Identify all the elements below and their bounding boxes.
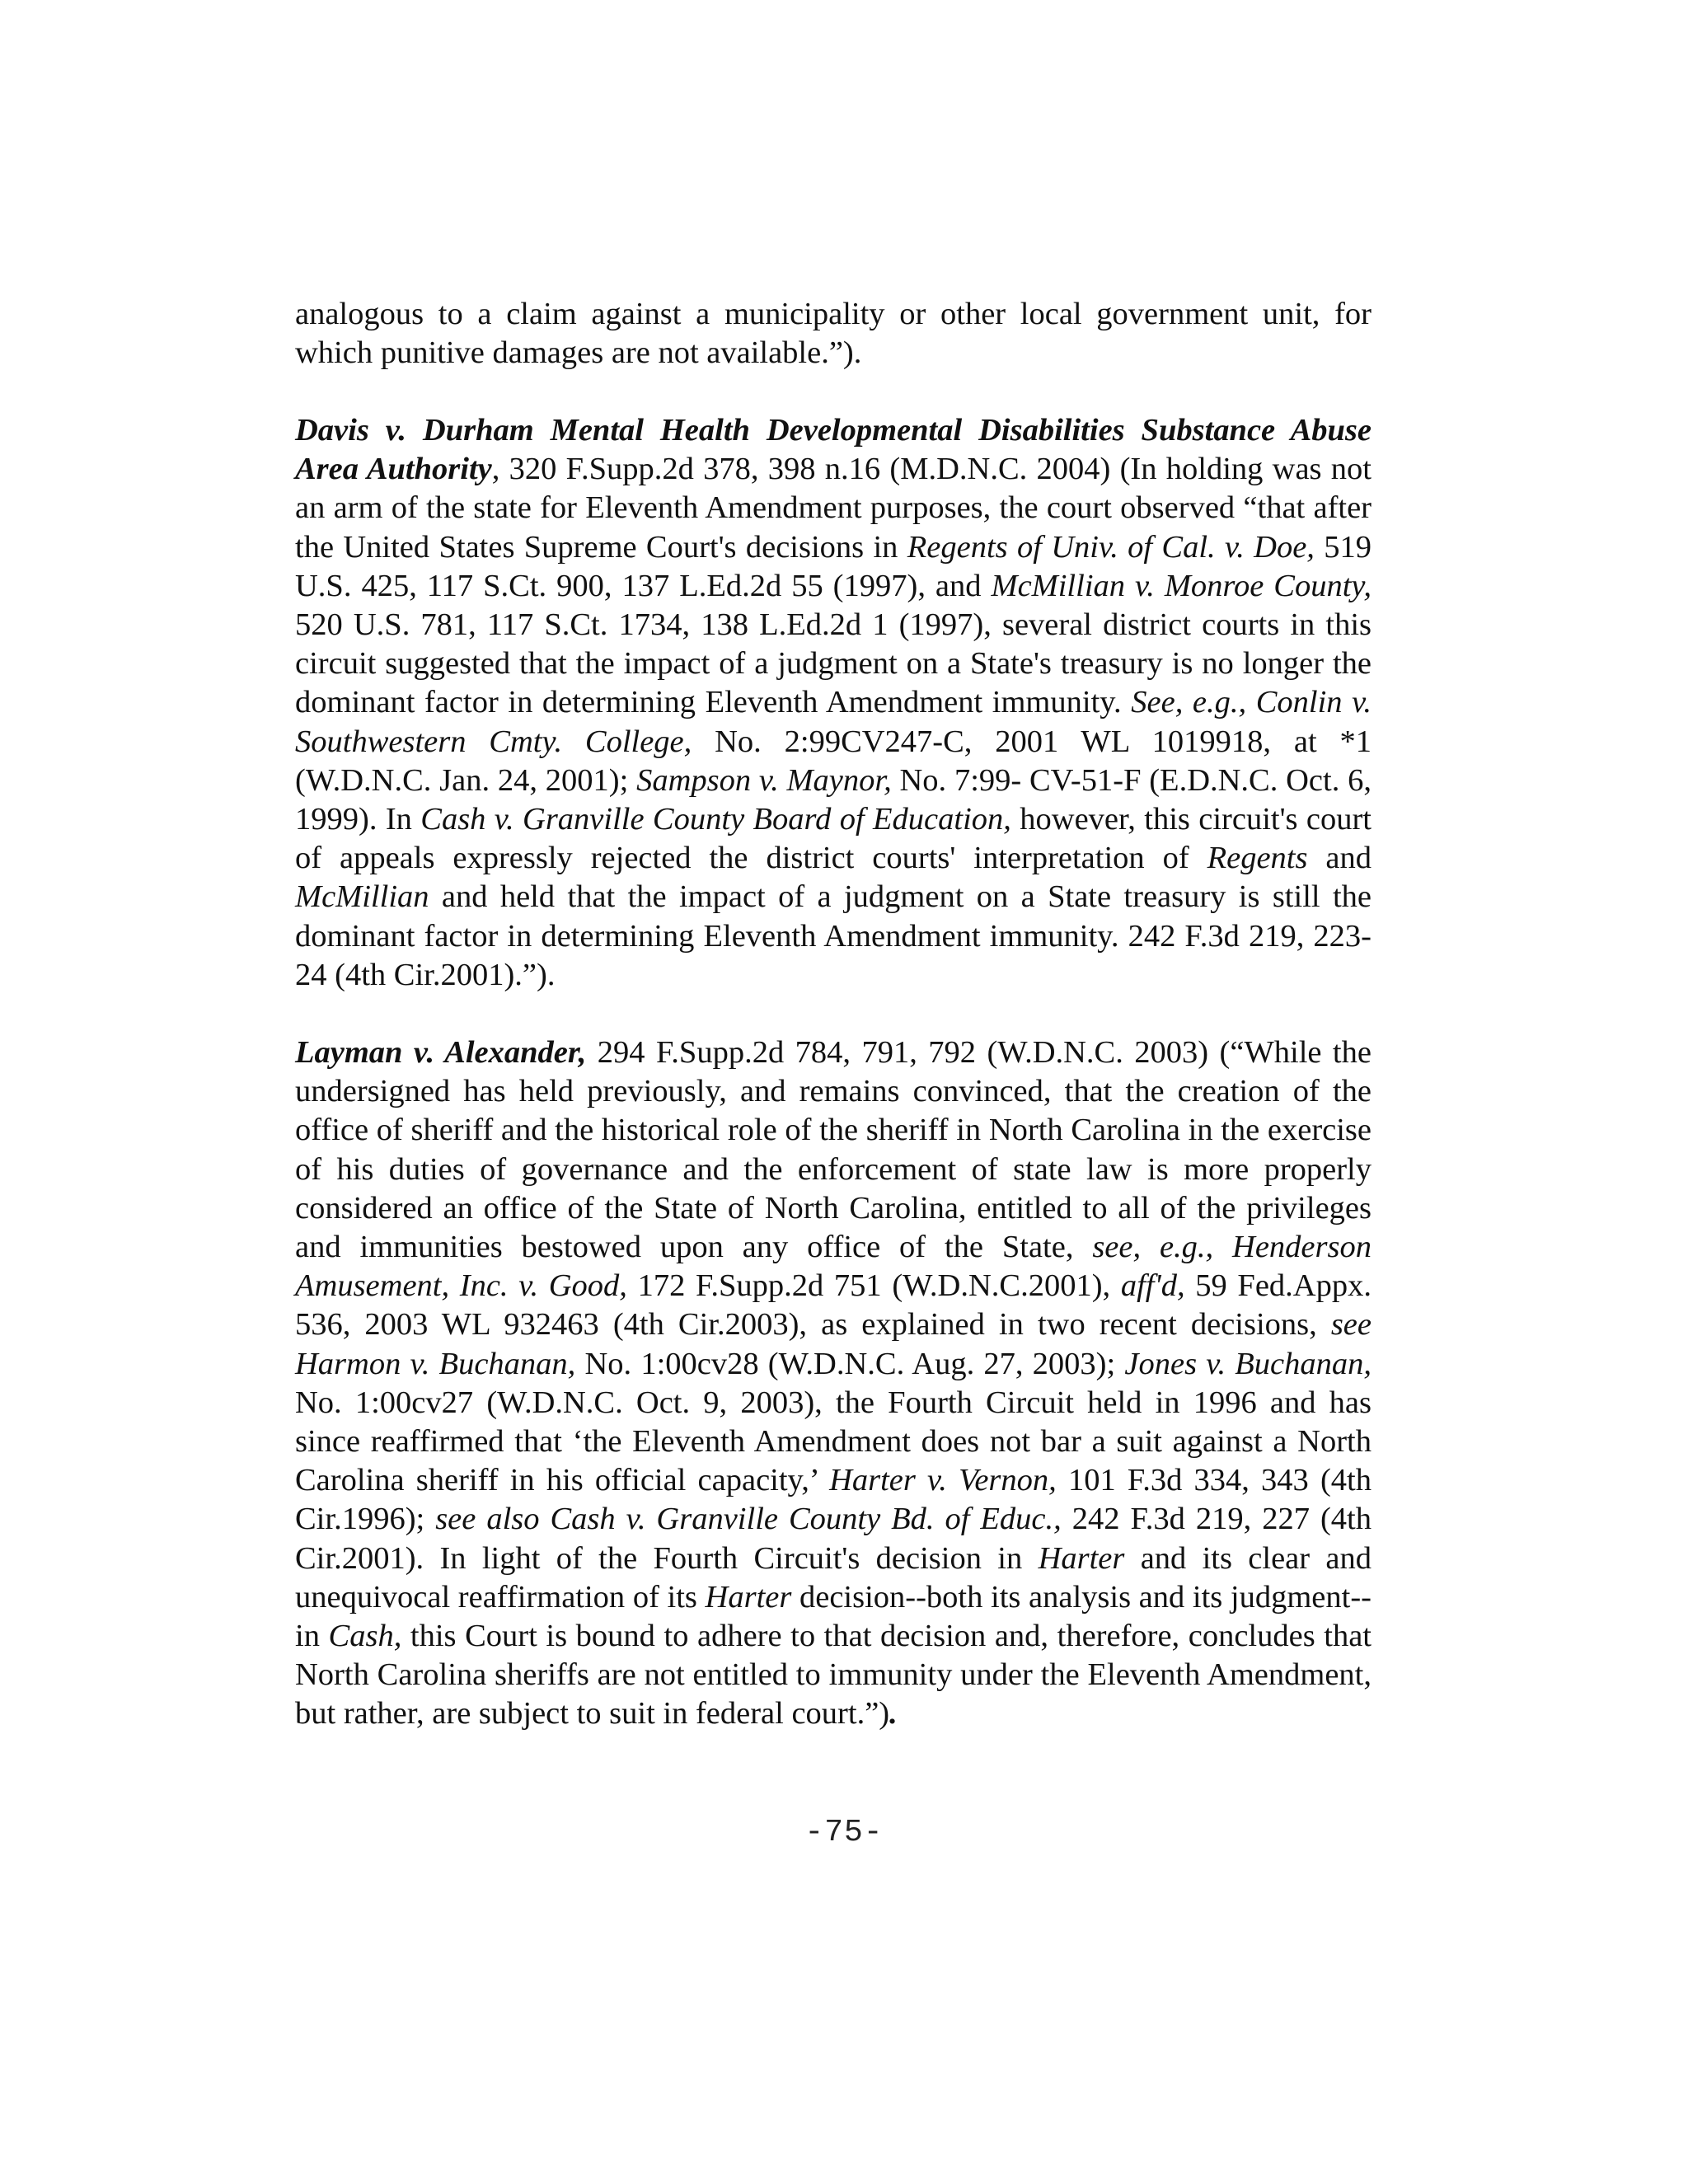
italic-citation: Harter [1038,1540,1125,1576]
text-segment: and its clear and unequivocal reaffirmation of its [295,1540,1372,1615]
text-segment: No. 1:00cv27 (W.D.N.C. Oct. 9, 2003), the Fourth Circuit held in 1996 and has since reaffirmed that ‘the Eleventh Amendment does not bar a suit against a North Carolina sheriff in his official capacity,’ [295,1385,1372,1498]
italic-citation: Harter [705,1579,792,1615]
text-segment: 294 F.Supp.2d 784, 791, 792 (W.D.N.C. 2003) (“While the undersigned has held previously, and remains convinced, that the creation of the office of sheriff and the historical role of the sheriff in North Carolina in the exercise of his duties of governance and the enforcement of state law is more properly considered an office of the State of North Carolina, entitled to all of the privileges and immunities bestowed upon any office of the State, [295,1035,1372,1265]
case-name: Davis v. Durham Mental Health Developmental Disabilities Substance Abuse Area Authority [295,413,1372,487]
paragraph-text [295,411,1372,995]
text-segment: 520 U.S. 781, 117 S.Ct. 1734, 138 L.Ed.2d 1 (1997), several district courts in this circuit suggested that the impact of a judgment on a State's treasury is no longer the dominant factor in determining Eleventh Amendment immunity. [295,607,1372,720]
text-segment: 519 U.S. 425, 117 S.Ct. 900, 137 L.Ed.2d 55 (1997), and [295,529,1372,603]
text-segment: 59 Fed.Appx. 536, 2003 WL 932463 (4th Cir.2003), as explained in two recent decisions, [295,1268,1372,1343]
text-segment: and [1307,841,1372,876]
italic-citation: Cash v. Granville County Board of Education, [420,802,1011,837]
case-name: . [889,1696,898,1732]
italic-citation: Regents [1207,841,1308,876]
paragraph-text [295,295,1372,373]
italic-citation: Regents of Univ. of Cal. v. Doe, [907,529,1315,565]
italic-citation: See, e.g., Conlin v. Southwestern Cmty. College, [295,685,1372,759]
italic-citation: Cash, [328,1619,402,1654]
italic-citation: McMillian [295,879,429,915]
italic-citation: see, e.g., Henderson Amusement, Inc. v. Good, [295,1230,1372,1304]
text-segment: this Court is bound to adhere to that decision and, therefore, concludes that North Carolina sheriffs are not entitled to immunity under the Eleventh Amendment, but rather, are subject to suit in federal court.”) [295,1619,1372,1732]
text-segment: 172 F.Supp.2d 751 (W.D.N.C.2001), [626,1268,1121,1304]
text-segment: analogous to a claim against a municipality or other local government unit, for which punitive damages are not available.”). [295,297,1372,371]
case-name: Layman v. Alexander, [295,1035,587,1070]
italic-citation: see Harmon v. Buchanan, [295,1307,1372,1381]
text-segment: decision--both its analysis and its judgment--in [295,1579,1372,1654]
text-segment: No. 1:00cv28 (W.D.N.C. Aug. 27, 2003); [575,1346,1125,1381]
paragraph-davis-citation [295,411,1372,995]
paragraph-text [295,1033,1372,1734]
text-segment: 242 F.3d 219, 227 (4th Cir.2001). In light of the Fourth Circuit's decision in [295,1502,1372,1576]
text-segment: No. 2:99CV247-C, 2001 WL 1019918, at *1 (W.D.N.C. Jan. 24, 2001); [295,724,1372,798]
text-segment: No. 7:99- CV-51-F (E.D.N.C. Oct. 6, 1999). In [295,762,1372,837]
italic-citation: aff'd, [1120,1268,1185,1304]
italic-citation: Jones v. Buchanan, [1124,1346,1372,1381]
paragraph-continuation [295,295,1372,373]
italic-citation: see also Cash v. Granville County Bd. of Educ., [435,1502,1062,1537]
text-segment: , 320 F.Supp.2d 378, 398 n.16 (M.D.N.C. 2004) (In holding was not an arm of the state for Eleventh Amendment purposes, the court observed “that after the United States Supreme Court's decisions in [295,452,1372,565]
text-segment: and held that the impact of a judgment on a State treasury is still the dominant factor in determining Eleventh Amendment immunity. 242 F.3d 219, 223-24 (4th Cir.2001).”). [295,879,1372,992]
italic-citation: Harter v. Vernon, [829,1463,1057,1498]
page-number: -75- [804,1815,884,1850]
text-segment: 101 F.3d 334, 343 (4th Cir.1996); [295,1463,1372,1537]
paragraph-layman-citation [295,1033,1372,1734]
italic-citation: McMillian v. Monroe County, [991,568,1372,603]
italic-citation: Sampson v. Maynor, [636,762,892,798]
text-segment: however, this circuit's court of appeals expressly rejected the district courts' interpretation of [295,802,1372,876]
